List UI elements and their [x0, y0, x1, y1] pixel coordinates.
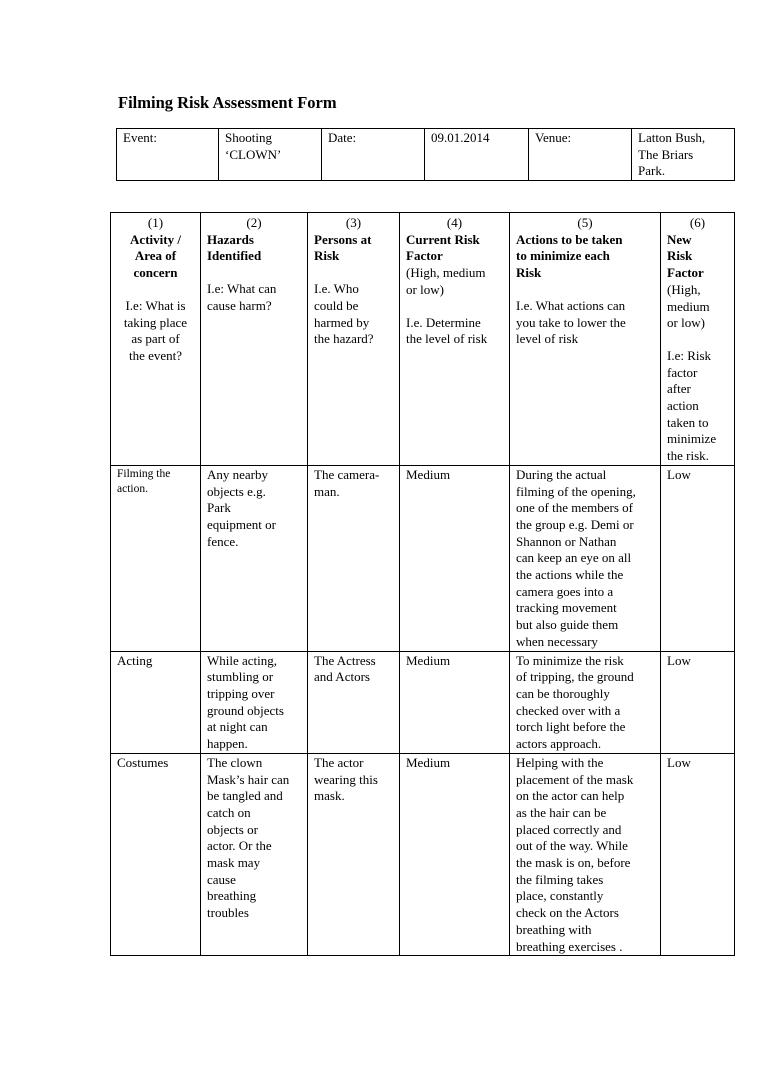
column-note: I.e. What actions can you take to lower the level of risk — [516, 297, 626, 347]
column-heading: Actions to be taken to minimize each Risk — [516, 231, 623, 281]
table-row — [111, 651, 735, 753]
new-risk-cell: Low — [661, 753, 735, 955]
column-note: I.e: Risk factor after action taken to minimize the risk. — [667, 347, 717, 464]
activity-cell: Filming the action. — [111, 465, 201, 651]
new-risk-cell: Low — [661, 651, 735, 753]
event-details-table — [116, 128, 735, 181]
column-note: I.e. Determine the level of risk — [406, 314, 488, 347]
activity-cell: Costumes — [111, 753, 201, 955]
current-risk-cell: Medium — [400, 753, 510, 955]
hazards-cell: Any nearby objects e.g. Park equipment or fence. — [201, 465, 308, 651]
header-persons — [308, 213, 400, 466]
column-note: I.e: What is taking place as part of the event? — [123, 297, 188, 363]
column-number: (6) — [689, 215, 706, 230]
hazards-cell: While acting, stumbling or tripping over ground objects at night can happen. — [201, 651, 308, 753]
date-value: 09.01.2014 — [425, 129, 529, 181]
actions-cell: To minimize the risk of tripping, the ground can be thoroughly checked over with a torch light before the actors approach. — [510, 651, 661, 753]
column-number: (3) — [345, 215, 362, 230]
column-number: (4) — [446, 215, 463, 230]
column-heading: New Risk Factor — [667, 231, 704, 281]
current-risk-cell: Medium — [400, 465, 510, 651]
column-heading: Activity / Area of concern — [130, 231, 181, 281]
actions-cell: Helping with the placement of the mask on the actor can help as the hair can be placed correctly and out of the way. While the mask is on, before the filming takes place, constantly check on the Actors breathing with breathing exercises . — [510, 753, 661, 955]
column-note: I.e. Who could be harmed by the hazard? — [314, 281, 374, 347]
persons-cell: The camera- man. — [308, 465, 400, 651]
header-new-risk — [661, 213, 735, 466]
column-number: (5) — [577, 215, 593, 230]
table-header-row — [111, 213, 735, 466]
persons-cell: The Actress and Actors — [308, 651, 400, 753]
new-risk-cell: Low — [661, 465, 735, 651]
column-heading: Current Risk Factor — [406, 231, 480, 264]
event-label: Event: — [117, 129, 219, 181]
venue-value: Latton Bush, The Briars Park. — [632, 129, 735, 181]
venue-label: Venue: — [529, 129, 632, 181]
column-number: (1) — [147, 215, 164, 230]
form-title: Filming Risk Assessment Form — [118, 93, 337, 112]
persons-cell: The actor wearing this mask. — [308, 753, 400, 955]
column-number: (2) — [246, 215, 262, 230]
current-risk-cell: Medium — [400, 651, 510, 753]
risk-assessment-table — [110, 212, 735, 956]
header-hazards — [201, 213, 308, 466]
event-details-row — [117, 129, 735, 181]
header-actions — [510, 213, 661, 466]
table-row — [111, 753, 735, 955]
hazards-cell: The clown Mask’s hair can be tangled and catch on objects or actor. Or the mask may cause breathing troubles — [201, 753, 308, 955]
column-subheading: (High, medium or low) — [667, 281, 710, 331]
header-activity — [111, 213, 201, 466]
event-value: Shooting ‘CLOWN’ — [219, 129, 322, 181]
column-note: I.e: What can cause harm? — [207, 281, 277, 313]
column-heading: Hazards Identified — [207, 231, 262, 264]
activity-cell: Acting — [111, 651, 201, 753]
column-heading: Persons at Risk — [314, 231, 372, 264]
table-row — [111, 465, 735, 651]
column-subheading: (High, medium or low) — [406, 265, 486, 297]
date-label: Date: — [322, 129, 425, 181]
header-current-risk — [400, 213, 510, 466]
actions-cell: During the actual filming of the opening, one of the members of the group e.g. Demi or Shannon or Nathan can keep an eye on all the actions while the camera goes into a tracking movement but also guide them when necessary — [510, 465, 661, 651]
